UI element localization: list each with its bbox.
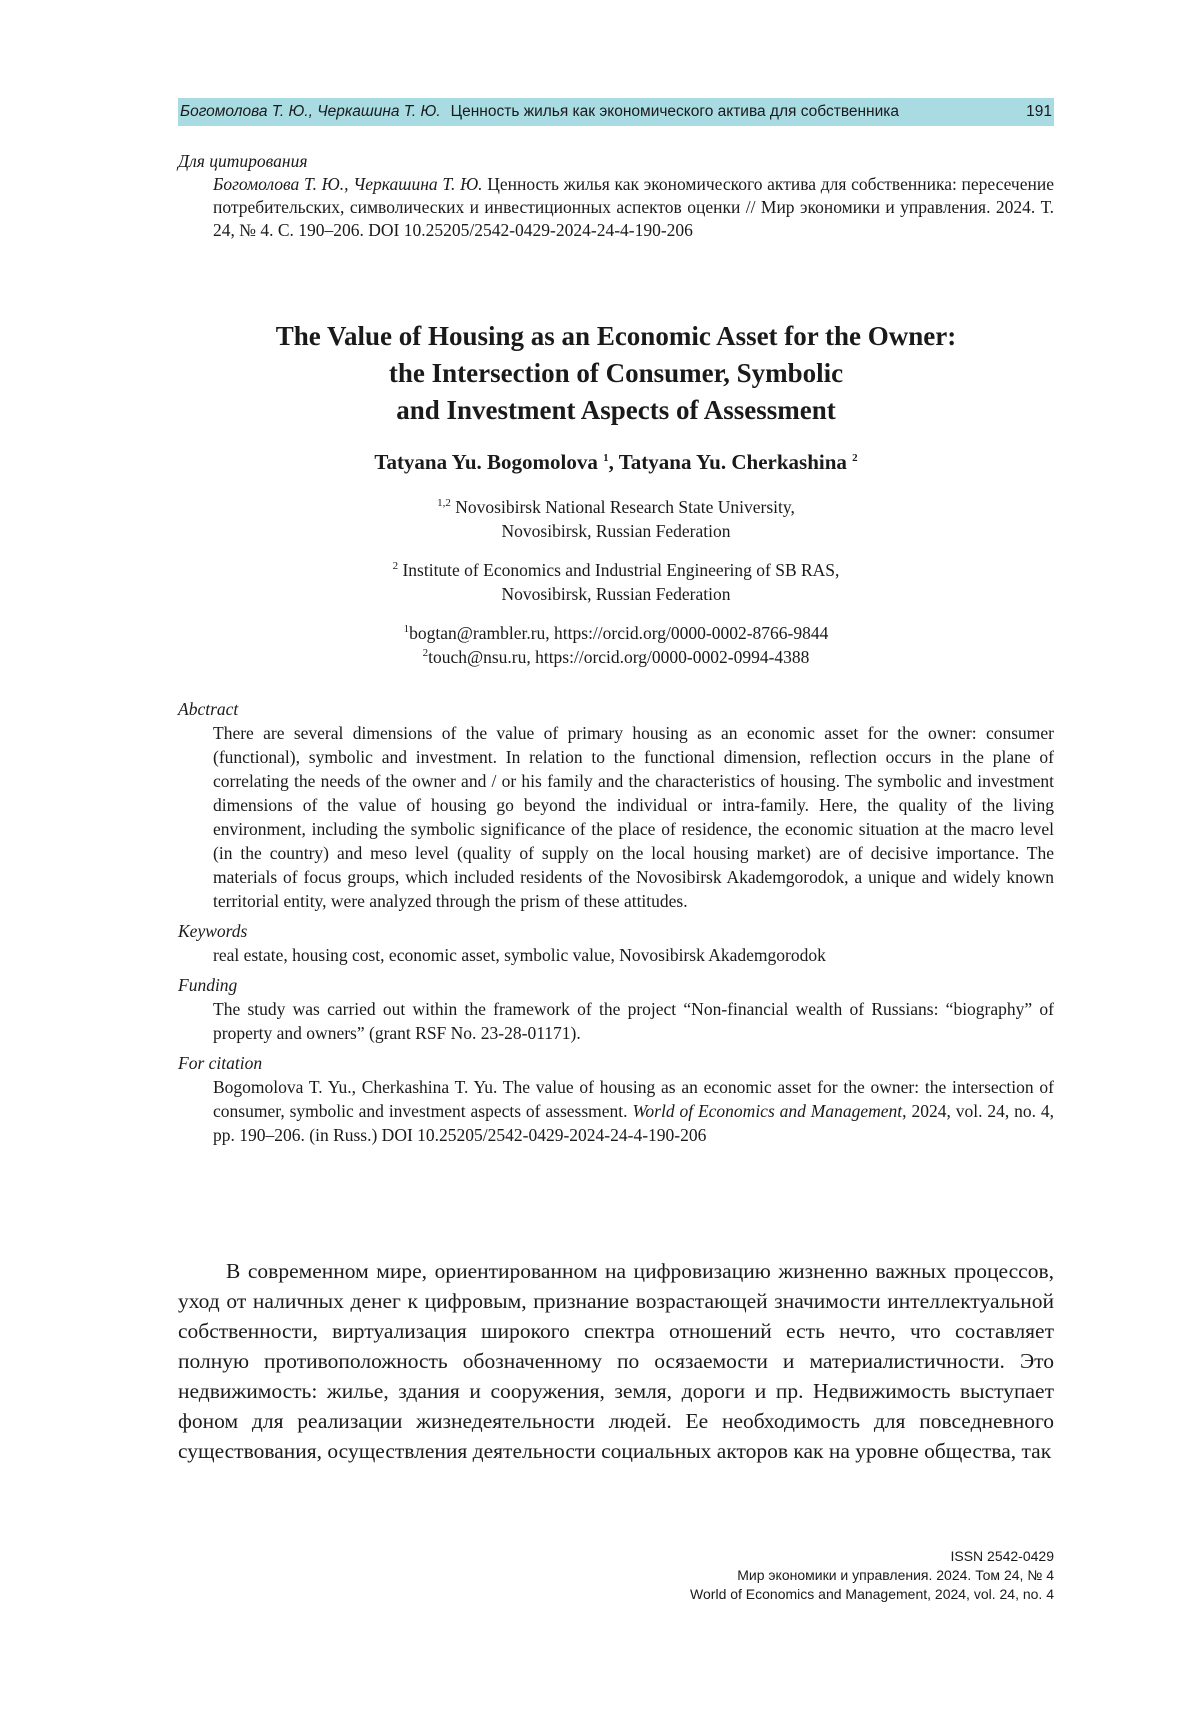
affiliation-2 (178, 558, 1054, 606)
funding-label: Funding (178, 975, 238, 995)
authors-line (178, 450, 1054, 475)
citation-en-body (178, 1075, 1054, 1147)
citation-en-journal: World of Economics and Management (632, 1101, 903, 1121)
affiliation-1-sup: 1,2 (437, 497, 451, 510)
affiliation-2-line2: Novosibirsk, Russian Federation (501, 584, 731, 604)
affiliation-1-line2: Novosibirsk, Russian Federation (501, 521, 731, 541)
affiliation-1-line1: Novosibirsk National Research State University, (455, 497, 795, 517)
citation-ru-body (178, 173, 1054, 242)
title-line-2: the Intersection of Consumer, Symbolic (388, 358, 844, 388)
keywords-text: real estate, housing cost, economic asset, symbolic value, Novosibirsk Akademgorodok (213, 945, 826, 965)
citation-en-text-a: Bogomolova T. Yu., Cherkashina T. Yu. The value of housing as an economic asset for the owner: the intersection of consumer, symbolic and investment aspects of assessment. (213, 1077, 1054, 1121)
title-line-1: The Value of Housing as an Economic Asset for the Owner: (275, 321, 957, 351)
main-text (178, 1256, 1054, 1466)
footer-issn: ISSN 2542-0429 (950, 1548, 1054, 1564)
footer-journal-ru: Мир экономики и управления. 2024. Том 24, № 4 (737, 1567, 1054, 1583)
running-head-authors: Богомолова Т. Ю., Черкашина Т. Ю. (180, 103, 441, 120)
affiliation-2-sup: 2 (392, 560, 399, 573)
citation-ru-label: Для цитирования (178, 151, 308, 171)
author-1-sup: 1 (603, 452, 609, 464)
affiliation-1 (178, 495, 1054, 543)
article-metadata (178, 697, 1054, 1153)
contact-2-sup: 2 (422, 647, 429, 660)
author-2-sup: 2 (852, 452, 858, 464)
author-2: Tatyana Yu. Cherkashina (618, 450, 847, 474)
affiliation-2-line1: Institute of Economics and Industrial Engineering of SB RAS, (402, 560, 840, 580)
article-title (178, 318, 1054, 429)
running-head-title: Ценность жилья как экономического актива для собственника (450, 103, 900, 120)
footer (690, 1547, 1054, 1604)
contact-1-text: bogtan@rambler.ru, https://orcid.org/0000-0002-8766-9844 (409, 623, 829, 643)
contact-2-text: touch@nsu.ru, https://orcid.org/0000-0002-0994-4388 (428, 647, 810, 667)
abstract-label: Abctract (178, 699, 239, 719)
contacts (178, 621, 1054, 669)
funding-text: The study was carried out within the framework of the project “Non-financial wealth of Russians: “biography” of property and owners” (grant RSF No. 23-28-01171). (213, 999, 1054, 1043)
title-line-3: and Investment Aspects of Assessment (396, 395, 836, 425)
author-sep: , (608, 450, 619, 474)
main-paragraph: В современном мире, ориентированном на цифровизацию жизненно важных процессов, уход от наличных денег к цифровым, признание возрастающей значимости интеллектуальной собственности, виртуализация широкого спектра отношений есть нечто, что составляет полную противоположность обозначенному по осязаемости и материалистичности. Это недвижимость: жилье, здания и сооружения, земля, дороги и пр. Недвижимость выступает фоном для реализации жизнедеятельности людей. Ее необходимость для повседневного существования, осуществления деятельности социальных акторов как на уровне общества, так (178, 1259, 1054, 1463)
citation-ru-authors: Богомолова Т. Ю., Черкашина Т. Ю. (213, 174, 483, 194)
author-1: Tatyana Yu. Bogomolova (374, 450, 598, 474)
page-number: 191 (1026, 103, 1052, 120)
citation-en-label: For citation (178, 1053, 263, 1073)
running-head (178, 98, 1054, 126)
citation-ru-text: Ценность жилья как экономического актива для собственника: пересечение потребительских, символических и инвестиционных аспектов оценки // Мир экономики и управления. 2024. Т. 24, № 4. С. 190–206. DOI 10.25205/2542-0429-2024-24-4-190-206 (213, 174, 1054, 240)
contact-1-sup: 1 (403, 623, 410, 636)
abstract-text: There are several dimensions of the value of primary housing as an economic asset for the owner: consumer (functional), symbolic and investment. In relation to the functional dimension, reflection occurs in the plane of correlating the needs of the owner and / or his family and the characteristics of housing. The symbolic and investment dimensions of the value of housing go beyond the individual or intra-family. Here, the quality of the living environment, including the symbolic significance of the place of residence, the economic situation at the macro level (in the country) and meso level (quality of supply on the local housing market) are of decisive importance. The materials of focus groups, which included residents of the Novosibirsk Akademgorodok, a unique and widely known territorial entity, were analyzed through the prism of these attitudes. (213, 723, 1054, 911)
citation-ru (178, 150, 1054, 242)
citation-en-text-b: , 2024, vol. 24, no. 4, pp. 190–206. (in Russ.) DOI 10.25205/2542-0429-2024-24-4-190-206 (213, 1101, 1054, 1145)
keywords-label: Keywords (178, 921, 248, 941)
footer-journal-en: World of Economics and Management, 2024, vol. 24, no. 4 (690, 1586, 1054, 1602)
